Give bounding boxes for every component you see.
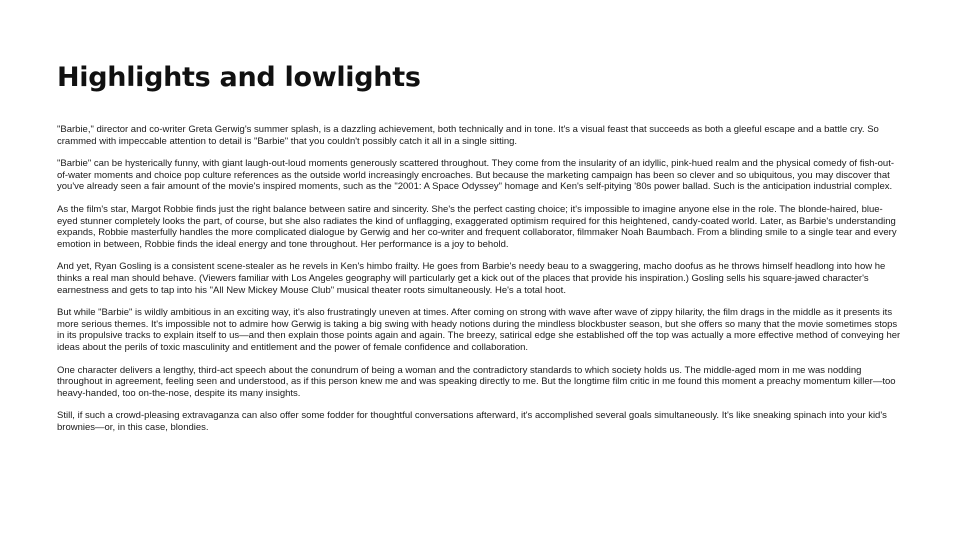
paragraph-7: Still, if such a crowd-pleasing extravaganza can also offer some fodder for thoughtful conversations afterward, it's accomplished several goals simultaneously. It's like sneaking spinach into your kid's brownies—or, in this case, blondies. xyxy=(57,410,887,433)
paragraph-3: As the film's star, Margot Robbie finds just the right balance between satire and sincerity. She's the perfect casting choice; it's impossible to imagine anyone else in the role. The blonde-haired, blue-eyed stunner completely looks the part, of course, but she also radiates the kind of unflagging, exaggerated optimism required for this heightened, candy-coated world. Later, as Barbie's understanding expands, Robbie masterfully handles the more complicated dialogue by Gerwig and her co-writer and frequent collaborator, filmmaker Noah Baumbach. From a blinding smile to a single tear and every emotion in between, Robbie finds the ideal energy and tone throughout. Her performance is a joy to behold. xyxy=(57,203,897,250)
paragraph-5: But while "Barbie" is wildly ambitious in an exciting way, it's also frustratingly uneven at times. After coming on strong with wave after wave of zippy hilarity, the film drags in the middle as it presents its more serious themes. It's impossible not to admire how Gerwig is taking a big swing with heady notions during the mindless blockbuster season, but she offers so many that the movie sometimes stops in its propulsive tracks to explain itself to us—and then explain those points again and again. The breezy, satirical edge she established off the top was actually a more effective method of conveying her ideas about the perils of toxic masculinity and entitlement and the power of female confidence and collaboration. xyxy=(57,307,901,353)
slide-title: Highlights and lowlights xyxy=(57,62,421,93)
paragraph-4: And yet, Ryan Gosling is a consistent scene-stealer as he revels in Ken's himbo frailty. He goes from Barbie's needy beau to a swaggering, macho doofus as he throws himself headlong into how he thinks a real man should behave. (Viewers familiar with Los Angeles geography will particularly get a kick out of the places that provide his inspiration.) Gosling sells his square-jawed character's earnestness and gets to tap into his "All New Mickey Mouse Club" musical theater roots simultaneously. He's a total hoot. xyxy=(57,261,886,296)
paragraph-2: "Barbie" can be hysterically funny, with giant laugh-out-loud moments generously scattered throughout. They come from the insularity of an idyllic, pink-hued realm and the physical comedy of fish-out-of-water moments and choice pop culture references as the outside world increasingly encroaches. But because the marketing campaign has been so clever and so ubiquitous, you may discover that you've already seen a fair amount of the movie's inspired moments, such as the "2001: A Space Odyssey" homage and Ken's self-pitying '80s power ballad. Such is the anticipation industrial complex. xyxy=(57,158,895,193)
paragraph-6: One character delivers a lengthy, third-act speech about the conundrum of being a woman and the contradictory standards to which society holds us. The middle-aged mom in me was nodding throughout in agreement, feeling seen and understood, as if this person knew me and was speaking directly to me. But the longtime film critic in me found this moment a preachy momentum killer—too heavy-handed, too on-the-nose, despite its many insights. xyxy=(57,364,896,399)
body-text xyxy=(57,124,903,444)
paragraph-1: "Barbie," director and co-writer Greta Gerwig's summer splash, is a dazzling achievement, both technically and in tone. It's a visual feast that succeeds as both a gleeful escape and a battle cry. So crammed with impeccable attention to detail is "Barbie" that you couldn't possibly catch it all in a single sitting. xyxy=(57,124,879,147)
